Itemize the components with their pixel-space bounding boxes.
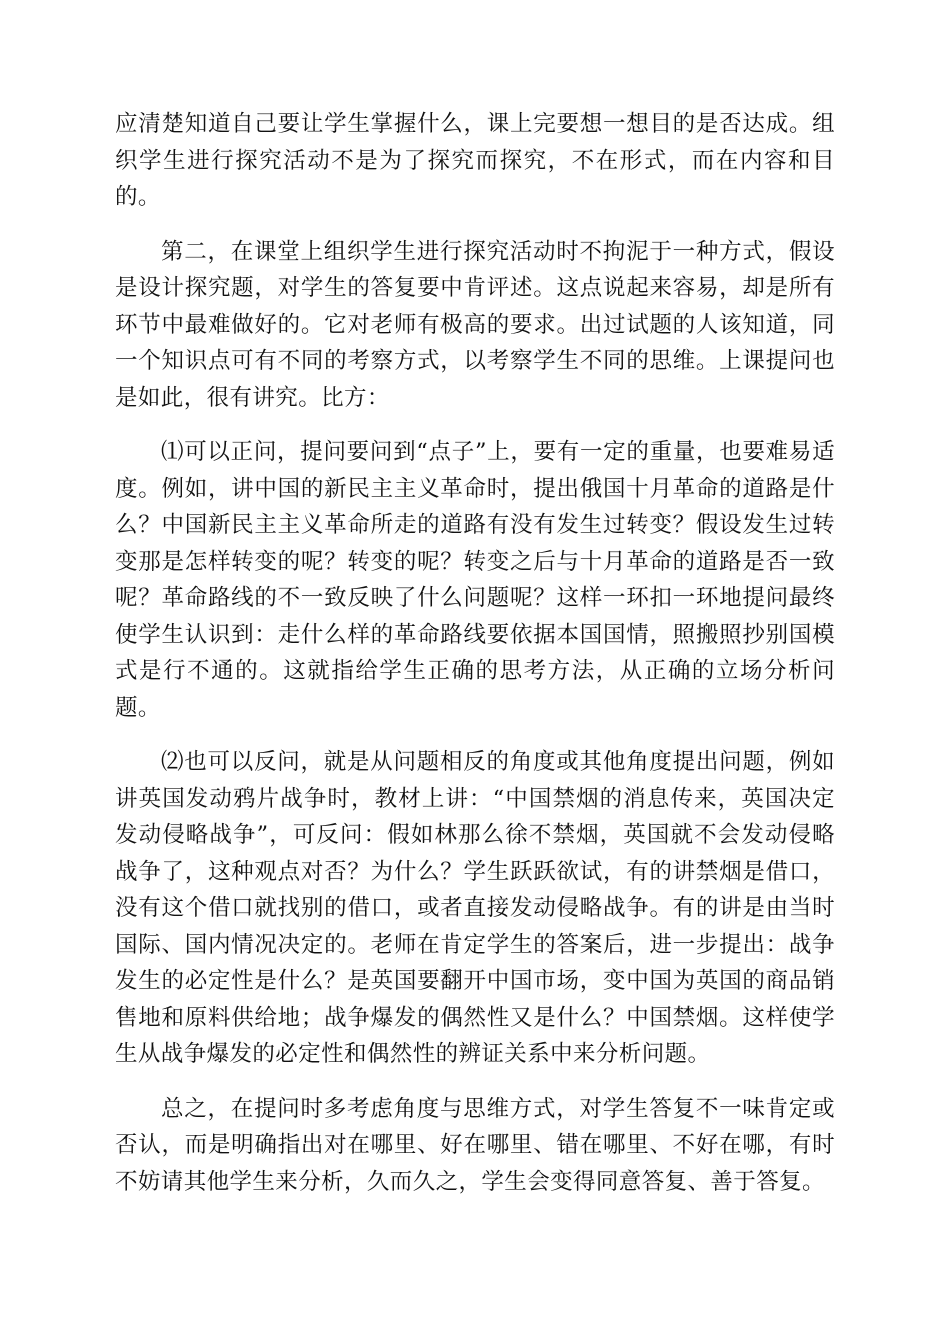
paragraph-reverse-question: ⑵也可以反问，就是从问题相反的角度或其他角度提出问题，例如讲英国发动鸦片战争时，教材上讲：“中国禁烟的消息传来，英国决定发动侵略战争”，可反问：假如林那么徐不禁烟，英国就不会发动侵略战争了，这种观点对否？为什么？学生跃跃欲试，有的讲禁烟是借口，没有这个借口就找别的借口，或者直接发动侵略战争。有的讲是由当时国际、国内情况决定的。老师在肯定学生的答案后，进一步提出：战争发生的必定性是什么？是英国要翻开中国市场，变中国为英国的商品销售地和原料供给地；战争爆发的偶然性又是什么？中国禁烟。这样使学生从战争爆发的必定性和偶然性的辨证关系中来分析问题。	[115, 749, 835, 1067]
document-page	[115, 106, 835, 1218]
paragraph-second-point: 第二，在课堂上组织学生进行探究活动时不拘泥于一种方式，假设是设计探究题，对学生的答复要中肯评述。这点说起来容易，却是所有环节中最难做好的。它对老师有极高的要求。出过试题的人该知道，同一个知识点可有不同的考察方式，以考察学生不同的思维。上课提问也是如此，很有讲究。比方：	[115, 238, 835, 411]
paragraph-summary: 总之，在提问时多考虑角度与思维方式，对学生答复不一味肯定或否认，而是明确指出对在哪里、好在哪里、错在哪里、不好在哪，有时不妨请其他学生来分析，久而久之，学生会变得同意答复、善于答复。	[115, 1095, 835, 1195]
paragraph-continuation: 应清楚知道自己要让学生掌握什么，课上完要想一想目的是否达成。组织学生进行探究活动不是为了探究而探究，不在形式，而在内容和目的。	[115, 111, 835, 210]
paragraph-direct-question: ⑴可以正问，提问要问到“点子”上，要有一定的重量，也要难易适度。例如，讲中国的新民主主义革命时，提出俄国十月革命的道路是什么？中国新民主主义革命所走的道路有没有发生过转变？假设发生过转变那是怎样转变的呢？转变的呢？转变之后与十月革命的道路是否一致呢？革命路线的不一致反映了什么问题呢？这样一环扣一环地提问最终使学生认识到：走什么样的革命路线要依据本国国情，照搬照抄别国模式是行不通的。这就指给学生正确的思考方法，从正确的立场分析问题。	[115, 439, 835, 721]
